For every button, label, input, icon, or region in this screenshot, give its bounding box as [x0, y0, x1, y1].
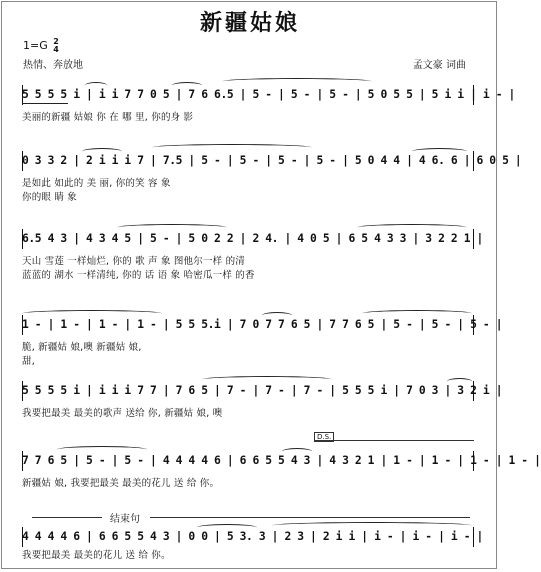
lyric-line: 天山 雪莲 一样灿烂, 你的 歌 声 象 图他尔一样 的清 — [22, 256, 245, 267]
time-bottom: 4 — [53, 45, 59, 54]
slur — [412, 148, 467, 155]
lyric-line: 我要把最美 最美的歌声 送给 你, 新疆姑 娘, 噢 — [22, 408, 223, 419]
lyric-line: 脆, 新疆姑 娘,噢 新疆姑 娘, — [22, 342, 142, 353]
time-signature — [53, 38, 59, 54]
beam — [22, 103, 68, 104]
author-credit: 孟文豪 词曲 — [412, 60, 466, 71]
tie — [57, 446, 147, 453]
tie — [22, 310, 162, 317]
slur — [262, 312, 292, 319]
time-top: 2 — [53, 37, 59, 46]
tie — [272, 522, 472, 529]
tie — [117, 224, 227, 231]
song-title: 新疆姑娘 — [199, 10, 300, 36]
notation-line: 7 7 6 5 | 5 - | 5 - | 4 4 4 4 6 | 6 6 5 5 4 3 | 4 3 2 1 | 1 - | 1 - | 1 - | 1 - | — [22, 454, 541, 467]
tie — [202, 376, 332, 383]
tempo-mood: 热情、奔放地 — [23, 60, 83, 71]
notation-line: 5 5 5 5 i | i i 7 7 0 5 | 7 6 6.5 | 5 - | 5 - | 5 - | 5 0 5 5 | 5 i i | i - | — [22, 88, 515, 101]
lyric-line: 甜, — [22, 356, 35, 367]
key-signature — [23, 38, 59, 54]
ending-label: 结束句 — [110, 514, 140, 525]
slur — [357, 224, 467, 231]
lyric-line: 我要把最美 最美的花儿 送 给 你。 — [22, 550, 171, 561]
notation-line: 6.5 4 3 | 4 3 4 5 | 5 - | 5 0 2 2 | 2 4. | 4 0 5 | 6 5 4 3 3 | 3 2 2 1 | — [22, 232, 483, 245]
slur — [447, 378, 472, 385]
tie — [152, 144, 312, 151]
volta-bracket — [314, 440, 474, 441]
notation-line: 1 - | 1 - | 1 - | 1 - | 5 5 5.i | 7 0 7 7 6 5 | 7 7 6 5 | 5 - | 5 - | 5 - | — [22, 318, 503, 331]
slur — [282, 448, 312, 455]
slur — [197, 524, 257, 531]
tie — [362, 310, 472, 317]
lyric-line: 蓝蓝的 湖水 一样清纯, 你的 话 语 象 哈密瓜一样 的香 — [22, 270, 255, 281]
ending-line-left — [32, 517, 102, 518]
dal-segno-mark: D.S. — [314, 432, 334, 442]
key-label: 1=G — [23, 39, 48, 52]
notation-line: 0 3 3 2 | 2 i i i 7 | 7.5 | 5 - | 5 - | 5 - | 5 - | 5 0 4 4 | 4 6. 6 | 6 0 5 | — [22, 154, 522, 167]
lyric-line: 是如此 如此的 美 丽, 你的笑 容 象 — [22, 178, 171, 189]
lyric-line: 新疆姑 娘, 我要把最美 最美的花儿 送 给 你。 — [22, 478, 220, 489]
slur — [82, 148, 122, 155]
ending-line-right — [150, 517, 470, 518]
tie — [222, 78, 372, 85]
lyric-line: 你的眼 睛 象 — [22, 192, 77, 203]
lyric-line: 美丽的新疆 姑娘 你 在 哪 里, 你的身 影 — [22, 112, 194, 123]
notation-line: 5 5 5 5 i | i i i 7 7 | 7 6 5 | 7 - | 7 - | 7 - | 5 5 5 i | 7 0 3 | 3 2 i | — [22, 384, 503, 397]
slur — [172, 82, 202, 89]
slur — [85, 82, 107, 89]
notation-line: 4 4 4 4 6 | 6 6 5 5 4 3 | 0 0 | 5 3. 3 | 2 3 | 2 i i | i - | i - | i - | — [22, 530, 483, 543]
